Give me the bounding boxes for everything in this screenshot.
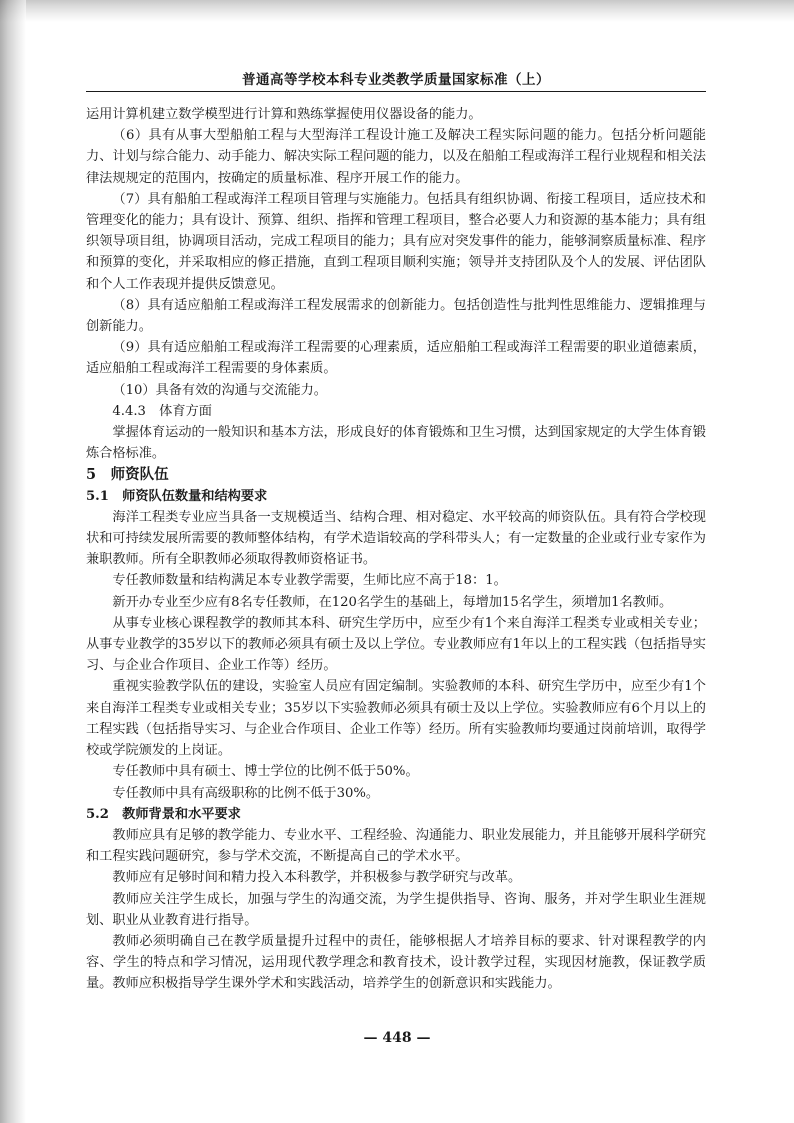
subsection-heading-5-2: 5.2 教师背景和水平要求 <box>86 806 241 822</box>
paragraph-5-1-f: 专任教师中具有硕士、博士学位的比例不低于50%。 <box>112 764 419 780</box>
page-body <box>86 104 706 995</box>
page-number: — 448 — <box>363 1030 431 1046</box>
paragraph-item-8: （8）具有适应船舶工程或海洋工程发展需求的创新能力。包括创造性与批判性思维能力、逻辑推理与创新能力。 <box>86 297 706 335</box>
paragraph-5-1-e: 重视实验教学队伍的建设，实验室人员应有固定编制。实验教师的本科、研究生学历中，应至少有1个来自海洋工程类专业或相关专业；35岁以下实验教师必须具有硕士及以上学位。实验教师应有6个月以上的工程实践（包括指导实习、与企业合作项目、企业工作等）经历。所有实验教师均要通过岗前培训，取得学校或学院颁发的上岗证。 <box>86 679 706 759</box>
paragraph-5-2-b: 教师应有足够时间和精力投入本科教学，并积极参与教学研究与改革。 <box>112 870 522 886</box>
paragraph-5-2-a: 教师应具有足够的教学能力、专业水平、工程经验、沟通能力、职业发展能力，并且能够开展科学研究和工程实践问题研究，参与学术交流，不断提高自己的学术水平。 <box>86 827 706 865</box>
paragraph-5-2-d: 教师必须明确自己在教学质量提升过程中的责任，能够根据人才培养目标的要求、针对课程教学的内容、学生的特点和学习情况，运用现代教学理念和教育技术，设计教学过程，实现因材施教，保证教学质量。教师应积极指导学生课外学术和实践活动，培养学生的创新意识和实践能力。 <box>86 933 706 992</box>
subsection-heading-5-1: 5.1 师资队伍数量和结构要求 <box>86 488 268 504</box>
paragraph-5-1-a: 海洋工程类专业应当具备一支规模适当、结构合理、相对稳定、水平较高的师资队伍。具有符合学校现状和可持续发展所需要的教师整体结构，有学术造诣较高的学科带头人；有一定数量的企业或行业专家作为兼职教师。所有全职教师必须取得教师资格证书。 <box>86 509 706 568</box>
header-rule <box>86 91 706 92</box>
paragraph-item-6: （6）具有从事大型船舶工程与大型海洋工程设计施工及解决工程实际问题的能力。包括分析问题能力、计划与综合能力、动手能力、解决实际工程问题的能力，以及在船舶工程或海洋工程行业规程和相关法律法规规定的范围内，按确定的质量标准、程序开展工作的能力。 <box>86 128 706 186</box>
scan-shadow-left <box>0 0 26 1123</box>
paragraph-item-7: （7）具有船舶工程或海洋工程项目管理与实施能力。包括具有组织协调、衔接工程项目，适应技术和管理变化的能力；具有设计、预算、组织、指挥和管理工程项目，整合必要人力和资源的基本能力；具有组织领导项目组，协调项目活动，完成工程项目的能力；具有应对突发事件的能力，能够洞察质量标准、程序和预算的变化，并采取相应的修正措施，直到工程项目顺利实施；领导并支持团队及个人的发展、评估团队和个人工作表现并提供反馈意见。 <box>86 191 706 292</box>
paragraph-5-1-g: 专任教师中具有高级职称的比例不低于30%。 <box>112 785 380 801</box>
scan-shadow-top <box>0 0 794 22</box>
subsection-heading-4-4-3: 4.4.3 体育方面 <box>112 403 212 419</box>
paragraph-sports: 掌握体育运动的一般知识和基本方法，形成良好的体育锻炼和卫生习惯，达到国家规定的大学生体育锻炼合格标准。 <box>86 425 706 462</box>
section-heading-5: 5 师资队伍 <box>86 466 169 484</box>
paragraph-item-10: （10）具备有效的沟通与交流能力。 <box>112 382 327 398</box>
paragraph-5-1-c: 新开办专业至少应有8名专任教师，在120名学生的基础上，每增加15名学生，须增加1名教师。 <box>112 594 673 610</box>
paragraph-continuation: 运用计算机建立数学模型进行计算和熟练掌握使用仪器设备的能力。 <box>86 107 482 122</box>
paragraph-5-2-c: 教师应关注学生成长，加强与学生的沟通交流，为学生提供指导、咨询、服务，并对学生职业生涯规划、职业从业教育进行指导。 <box>86 891 706 928</box>
running-header: 普通高等学校本科专业类教学质量国家标准（上） <box>242 72 550 88</box>
paragraph-item-9: （9）具有适应船舶工程或海洋工程需要的心理素质，适应船舶工程或海洋工程需要的职业道德素质，适应船舶工程或海洋工程需要的身体素质。 <box>86 340 706 377</box>
paragraph-5-1-b: 专任教师数量和结构满足本专业教学需要，生师比应不高于18：1。 <box>112 573 507 589</box>
paragraph-5-1-d: 从事专业核心课程教学的教师其本科、研究生学历中，应至少有1个来自海洋工程类专业或相关专业；从事专业教学的35岁以下的教师必须具有硕士及以上学位。专业教师应有1年以上的工程实践（包括指导实习、与企业合作项目、企业工作等）经历。 <box>86 615 706 674</box>
